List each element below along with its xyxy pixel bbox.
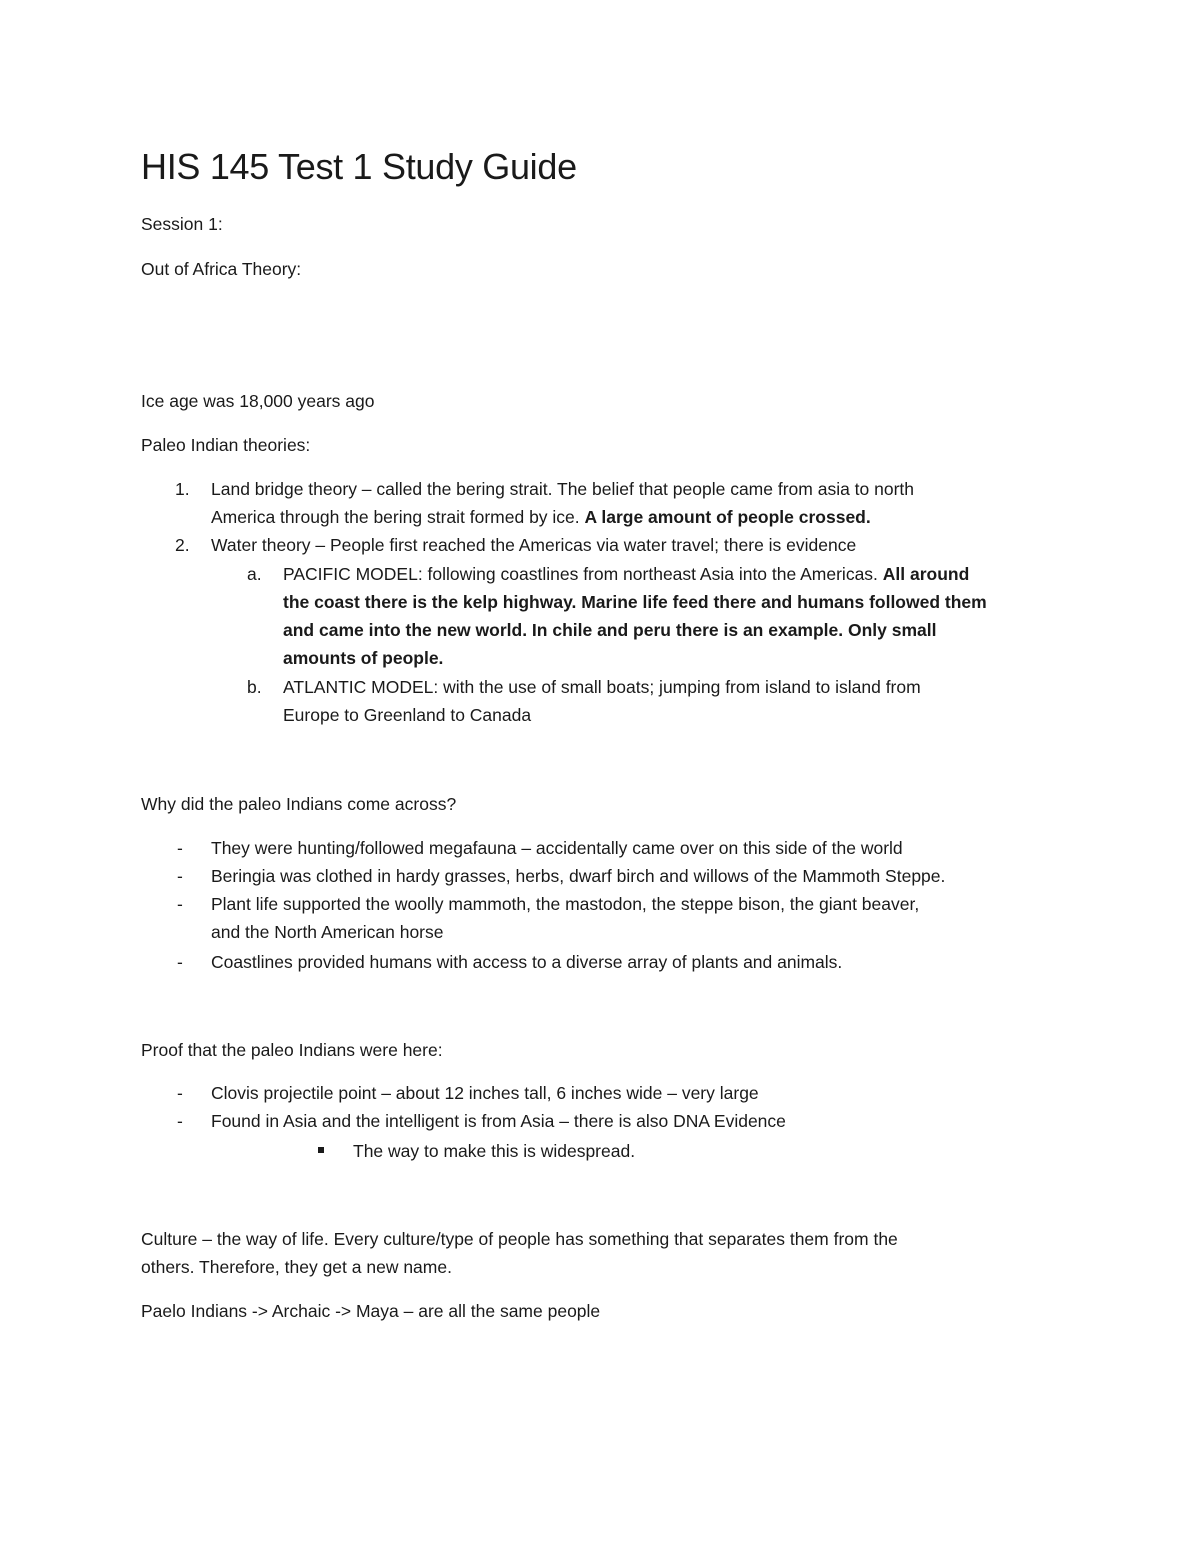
square-bullet-icon xyxy=(318,1147,324,1153)
dash-bullet: - xyxy=(177,1111,183,1131)
why-item-1: They were hunting/followed megafauna – accidentally came over on this side of the world xyxy=(211,838,903,858)
dash-bullet: - xyxy=(177,866,183,886)
proof-heading: Proof that the paleo Indians were here: xyxy=(141,1040,443,1060)
paelo-sequence-line: Paelo Indians -> Archaic -> Maya – are all the same people xyxy=(141,1301,601,1321)
why-item-2: Beringia was clothed in hardy grasses, herbs, dwarf birch and willows of the Mammoth Steppe. xyxy=(211,866,946,886)
document-title: HIS 145 Test 1 Study Guide xyxy=(141,146,577,187)
pacific-model-line xyxy=(283,560,969,588)
land-bridge-plain-text: America through the bering strait formed by ice. xyxy=(211,507,585,527)
ice-age-line: Ice age was 18,000 years ago xyxy=(141,391,375,411)
why-item-4: Coastlines provided humans with access to a diverse array of plants and animals. xyxy=(211,952,843,972)
atlantic-model-line-2: Europe to Greenland to Canada xyxy=(283,705,532,725)
why-item-3-continued: and the North American horse xyxy=(211,922,444,942)
water-theory-line: Water theory – People first reached the Americas via water travel; there is evidence xyxy=(211,535,857,555)
list-letter-b: b. xyxy=(247,677,262,697)
list-number-1: 1. xyxy=(175,479,190,499)
land-bridge-theory-line: Land bridge theory – called the bering strait. The belief that people came from asia to north xyxy=(211,479,915,499)
pacific-model-line-3: and came into the new world. In chile and peru there is an example. Only small xyxy=(283,620,937,640)
dash-bullet: - xyxy=(177,838,183,858)
pacific-model-bold-text: All around xyxy=(882,564,970,584)
list-letter-a: a. xyxy=(247,564,262,584)
dash-bullet: - xyxy=(177,952,183,972)
out-of-africa-heading: Out of Africa Theory: xyxy=(141,259,302,279)
pacific-model-line-2: the coast there is the kelp highway. Marine life feed there and humans followed them xyxy=(283,592,987,612)
proof-item-2: Found in Asia and the intelligent is from Asia – there is also DNA Evidence xyxy=(211,1111,786,1131)
pacific-model-line-4: amounts of people. xyxy=(283,648,444,668)
why-item-3: Plant life supported the woolly mammoth, the mastodon, the steppe bison, the giant beaver, xyxy=(211,894,920,914)
land-bridge-theory-continued xyxy=(211,503,871,531)
culture-line-1: Culture – the way of life. Every culture/type of people has something that separates them from the xyxy=(141,1229,898,1249)
culture-line-2: others. Therefore, they get a new name. xyxy=(141,1257,452,1277)
land-bridge-bold-text: A large amount of people crossed. xyxy=(584,507,871,527)
session-label: Session 1: xyxy=(141,214,223,234)
dash-bullet: - xyxy=(177,894,183,914)
list-number-2: 2. xyxy=(175,535,190,555)
atlantic-model-line: ATLANTIC MODEL: with the use of small boats; jumping from island to island from xyxy=(283,677,921,697)
proof-sub-item: The way to make this is widespread. xyxy=(353,1141,636,1161)
why-heading: Why did the paleo Indians come across? xyxy=(141,794,457,814)
proof-item-1: Clovis projectile point – about 12 inches tall, 6 inches wide – very large xyxy=(211,1083,759,1103)
pacific-model-plain-text: PACIFIC MODEL: following coastlines from northeast Asia into the Americas. xyxy=(283,564,883,584)
paleo-theories-heading: Paleo Indian theories: xyxy=(141,435,311,455)
dash-bullet: - xyxy=(177,1083,183,1103)
